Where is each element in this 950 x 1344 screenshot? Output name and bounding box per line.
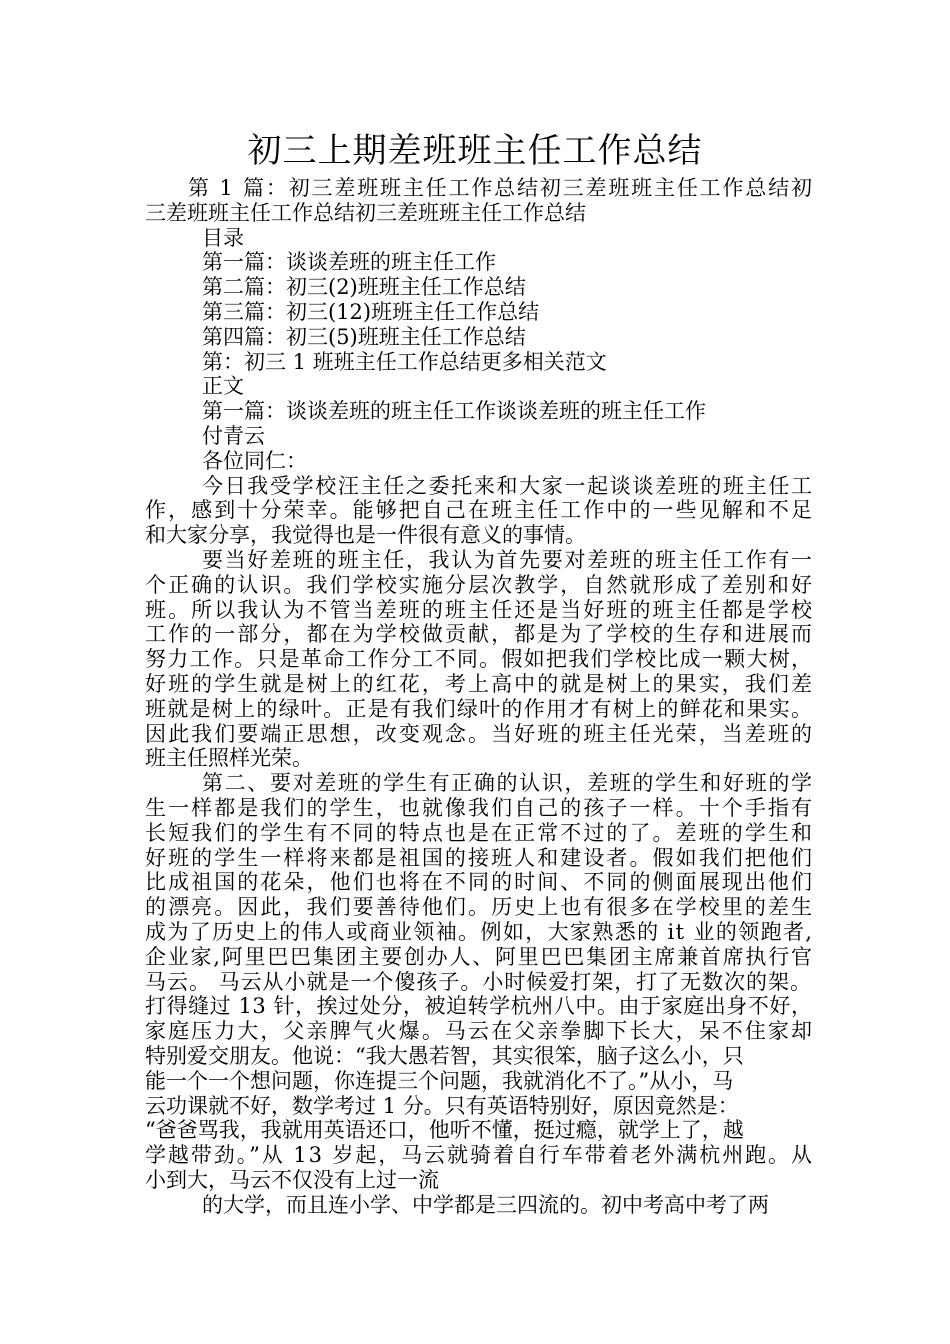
text-line: 个正确的认识。我们学校实施分层次教学，自然就形成了差别和好 — [145, 573, 815, 597]
text-line: 要当好差班的班主任，我认为首先要对差班的班主任工作有一 — [202, 548, 814, 572]
text-line: 工作的一部分，都在为学校做贡献，都是为了学校的生存和进展而 — [145, 622, 815, 646]
text-line: 付青云 — [202, 424, 265, 448]
text-line: 云功课就不好，数学考过 1 分。只有英语特别好，原因竟然是： — [145, 1094, 739, 1118]
text-line: 第一篇：谈谈差班的班主任工作 — [202, 250, 496, 274]
text-line: 和大家分享，我觉得也是一件很有意义的事情。 — [145, 523, 586, 547]
text-line: 能一个一个想问题，你连提三个问题，我就消化不了。”从小，马 — [145, 1069, 734, 1093]
text-line: 第：初三 1 班班主任工作总结更多相关范文 — [202, 350, 607, 374]
text-line: 班就是树上的绿叶。正是有我们绿叶的作用才有树上的鲜花和果实。 — [145, 697, 814, 721]
text-line: 特别爱交朋友。他说：“我大愚若智，其实很笨，脑子这么小，只 — [145, 1044, 744, 1068]
text-line: 第三篇：初三(12)班班主任工作总结 — [202, 300, 540, 324]
document-title: 初三上期差班班主任工作总结 — [247, 131, 703, 171]
text-line: 正文 — [202, 374, 244, 398]
text-line: 学越带劲。”从 13 岁起，马云就骑着自行车带着老外满杭州跑。从 — [145, 1143, 814, 1167]
text-line: 生一样都是我们的学生，也就像我们自己的孩子一样。十个手指有 — [145, 796, 815, 820]
text-line: “爸爸骂我，我就用英语还口，他听不懂，挺过瘾，就学上了，越 — [145, 1118, 744, 1142]
text-line: 目录 — [202, 226, 244, 250]
text-line: 第一篇：谈谈差班的班主任工作谈谈差班的班主任工作 — [202, 399, 706, 423]
text-line: 各位同仁： — [202, 449, 307, 473]
text-line: 努力工作。只是革命工作分工不同。假如把我们学校比成一颗大树， — [145, 647, 814, 671]
text-line: 打得缝过 13 针，挨过处分，被迫转学杭州八中。由于家庭出身不好， — [145, 994, 813, 1018]
text-line: 企业家,阿里巴巴集团主要创办人、阿里巴巴集团主席兼首席执行官 — [145, 945, 814, 969]
text-line: 班主任照样光荣。 — [145, 746, 313, 770]
text-line: 班。所以我认为不管当差班的班主任还是当好班的班主任都是学校 — [145, 598, 815, 622]
text-line: 第二篇：初三(2)班班主任工作总结 — [202, 275, 526, 299]
text-line: 今日我受学校汪主任之委托来和大家一起谈谈差班的班主任工 — [202, 474, 814, 498]
text-line: 作，感到十分荣幸。能够把自己在班主任工作中的一些见解和不足 — [145, 498, 815, 522]
text-line: 比成祖国的花朵，他们也将在不同的时间、不同的侧面展现出他们 — [145, 870, 815, 894]
text-line: 第 1 篇：初三差班班主任工作总结初三差班班主任工作总结初 — [188, 176, 814, 200]
text-line: 马云。 马云从小就是一个傻孩子。小时候爱打架，打了无数次的架。 — [145, 970, 812, 994]
text-line: 好班的学生一样将来都是祖国的接班人和建设者。假如我们把他们 — [145, 846, 815, 870]
text-line: 成为了历史上的伟人或商业领袖。例如，大家熟悉的 it 业的领跑者, — [145, 920, 814, 944]
text-line: 小到大，马云不仅没有上过一流 — [145, 1168, 439, 1192]
text-line: 的大学，而且连小学、中学都是三四流的。初中考高中考了两 — [202, 1193, 769, 1217]
text-line: 好班的学生就是树上的红花，考上高中的就是树上的果实，我们差 — [145, 672, 815, 696]
text-line: 三差班班主任工作总结初三差班班主任工作总结 — [145, 201, 586, 225]
text-line: 第四篇：初三(5)班班主任工作总结 — [202, 325, 526, 349]
text-line: 因此我们要端正思想，改变观念。当好班的班主任光荣，当差班的 — [145, 722, 815, 746]
text-line: 长短我们的学生有不同的特点也是在正常不过的了。差班的学生和 — [145, 821, 815, 845]
text-line: 第二、要对差班的学生有正确的认识，差班的学生和好班的学 — [202, 771, 814, 795]
text-line: 家庭压力大，父亲脾气火爆。马云在父亲拳脚下长大，呆不住家却 — [145, 1019, 815, 1043]
text-line: 的漂亮。因此，我们要善待他们。历史上也有很多在学校里的差生 — [145, 895, 815, 919]
